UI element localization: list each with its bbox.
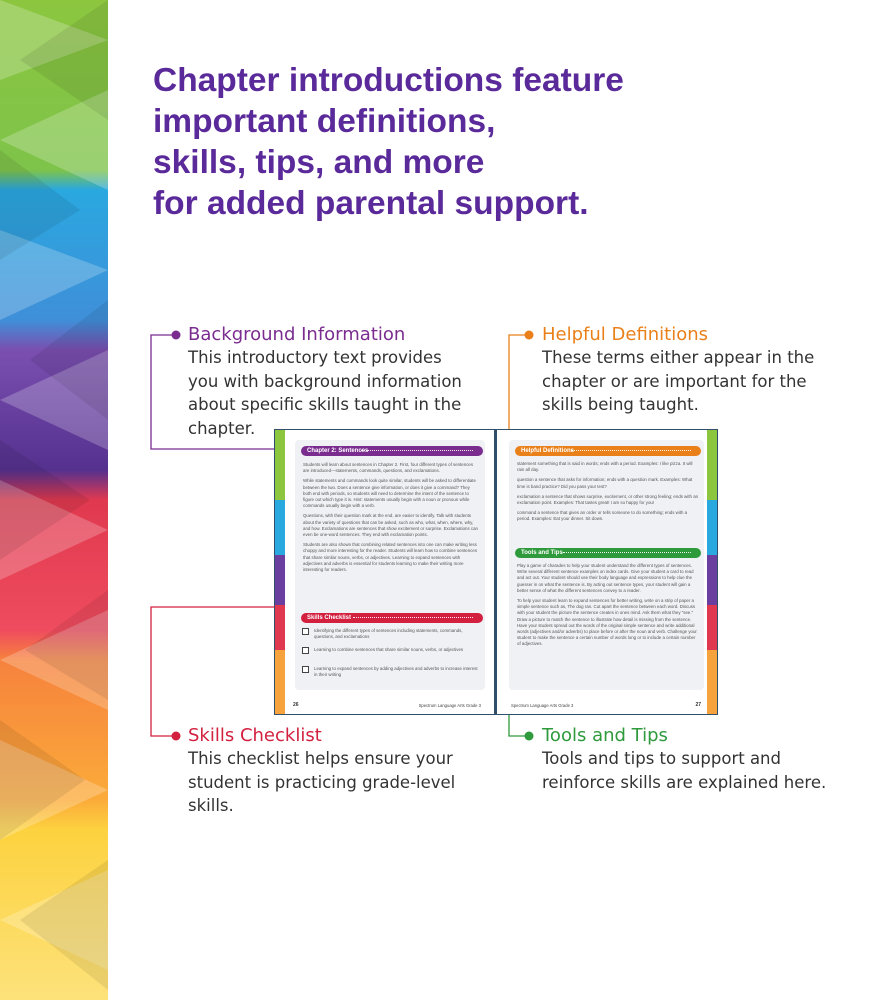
definition: exclamation a sentence that shows surprise, excitement, or other strong feeling; ends with an exclamation point. Examples: That tastes great! I am so happy for you! — [517, 493, 699, 506]
tips-text — [517, 563, 699, 652]
chapter-header-text: Chapter 2: Sentences — [307, 448, 369, 454]
headline-line: important definitions, — [153, 103, 496, 140]
page-edge-decoration — [707, 430, 717, 714]
checkbox[interactable] — [302, 628, 309, 635]
callout-background-information — [188, 324, 462, 440]
page-edge-decoration — [275, 430, 285, 714]
callout-body-line: reinforce skills are explained here. — [542, 772, 827, 792]
page-footer: Spectrum Language Arts Grade 3 — [418, 703, 481, 708]
callout-body-line: This introductory text provides — [188, 348, 442, 367]
headline-line: for added parental support. — [153, 185, 589, 222]
callout-body-line: These terms either appear in the — [542, 348, 815, 367]
paragraph: Questions, with their question mark at the end, are easier to identify. Talk with students about the variety of questions that can be asked, such as who, what, when, where, why, and how. Exclamations are sentences that show excitement or surprise. Exclamations can even be one-word sentences. They end with exclamation points. — [303, 513, 478, 538]
tips-header-text: Tools and Tips — [521, 550, 563, 556]
chapter-header-bar — [301, 446, 483, 456]
checkbox[interactable] — [302, 666, 309, 673]
callout-body-line: skills. — [188, 796, 234, 815]
callout-body-line: This checklist helps ensure your — [188, 749, 453, 768]
callout-title: Background Information — [188, 324, 406, 345]
callout-title: Tools and Tips — [542, 725, 668, 746]
callout-title: Helpful Definitions — [542, 324, 709, 345]
definition: question a sentence that asks for information; ends with a question mark. Examples: What time is band practice? Did you pass your test? — [517, 477, 693, 489]
background-panel — [295, 440, 485, 690]
callout-body-line: Tools and tips to support and — [542, 749, 781, 768]
paragraph: While statements and commands look quite similar, students will be asked to differentiate between the two. Does a sentence give information, or does it give a command? They both end with periods, so students will need to determine the intent of the sentence to figure out which type it is. Hint: statements usually begin with a noun or pronoun while commands usually begin with a verb. — [303, 478, 476, 509]
page-number: 27 — [695, 702, 701, 708]
workbook-spread-image — [274, 429, 718, 715]
callout-tools-and-tips — [542, 725, 826, 794]
headline-line: Chapter introductions feature — [153, 62, 624, 99]
page-headline — [153, 60, 773, 224]
callout-body-line: student is practicing grade-level — [188, 772, 456, 792]
helpful-definitions-header-bar — [515, 446, 701, 456]
paragraph: To help your student learn to expand sentences for better writing, write on a strip of paper a simple sentence such as, The dog ran. Cut apart the sentence between each word. Discuss with your student the picture the sentence creates in ones mind. Ask them what they "see." Draw a picture to match the sentence to illustrate how detail is missing from the sentence. Have your student spread out the words of the original simple sentence and write additional words (adjectives and/or adverbs) to place before or after the noun and verb. Challenge your student to make the sentence a certain number of words long or to include a certain number of adjectives. — [517, 598, 697, 647]
paragraph: Students are also shown that combining related sentences into one can make writing less choppy and more interesting for the reader. Students will learn how to combine sentences that share similar nouns, verbs, or adjectives. Learning to expand sentences with adjectives and adverbs is essential for students learning to make their writing more interesting for readers. — [303, 542, 478, 573]
callout-title: Skills Checklist — [188, 725, 322, 746]
skills-checklist-header-bar — [301, 613, 483, 623]
paragraph: Play a game of charades to help your student understand the different types of sentences. Write several different sentence examples on index cards. Give your student a card to read and act out. Your student should use their body language and expressions to help clue the guesser in on what the sentence is. By acting out sentence types, your student will gain a better sense of what the different sentences convey to a reader. — [517, 563, 694, 593]
checklist-item-text: Learning to expand sentences by adding adjectives and adverbs to increase interest in their writing — [314, 666, 478, 678]
callout-skills-checklist — [188, 725, 455, 818]
checklist-item-text: Identifying the different types of sentences including statements, commands, questions, and exclamations — [314, 628, 463, 640]
definition: statement something that is said in words; ends with a period. Examples: I like pizza. It will rain all day. — [517, 461, 693, 473]
background-text — [303, 462, 479, 577]
tools-and-tips-header-bar — [515, 548, 701, 558]
definitions-text — [517, 461, 699, 527]
callout-body-line: about specific skills taught in the — [188, 395, 462, 414]
checklist-item-text: Learning to combine sentences that share similar nouns, verbs, or adjectives — [314, 647, 464, 652]
definitions-header-text: Helpful Definitions — [521, 448, 574, 454]
rainbow-strip-decoration — [0, 0, 108, 1000]
paragraph: Students will learn about sentences in Chapter 2. First, four different types of sentences are introduced—statements, commands, questions, and exclamations. — [303, 462, 474, 474]
definition: command a sentence that gives an order or tells someone to do something; ends with a period. Examples: Eat your dinner. Sit down. — [517, 510, 688, 522]
page-number: 26 — [293, 702, 299, 708]
left-page — [275, 430, 495, 714]
callout-body-line: chapter. — [188, 418, 256, 438]
right-page — [497, 430, 717, 714]
callout-body-line: chapter or are important for the — [542, 371, 807, 391]
checklist-header-text: Skills Checklist — [307, 615, 352, 621]
page-footer: Spectrum Language Arts Grade 3 — [511, 703, 574, 708]
callout-helpful-definitions — [542, 324, 814, 417]
callout-body-line: you with background information — [188, 371, 462, 391]
callout-body-line: skills being taught. — [542, 395, 699, 414]
checkbox[interactable] — [302, 647, 309, 654]
headline-line: skills, tips, and more — [153, 144, 485, 181]
definitions-panel — [509, 440, 704, 690]
